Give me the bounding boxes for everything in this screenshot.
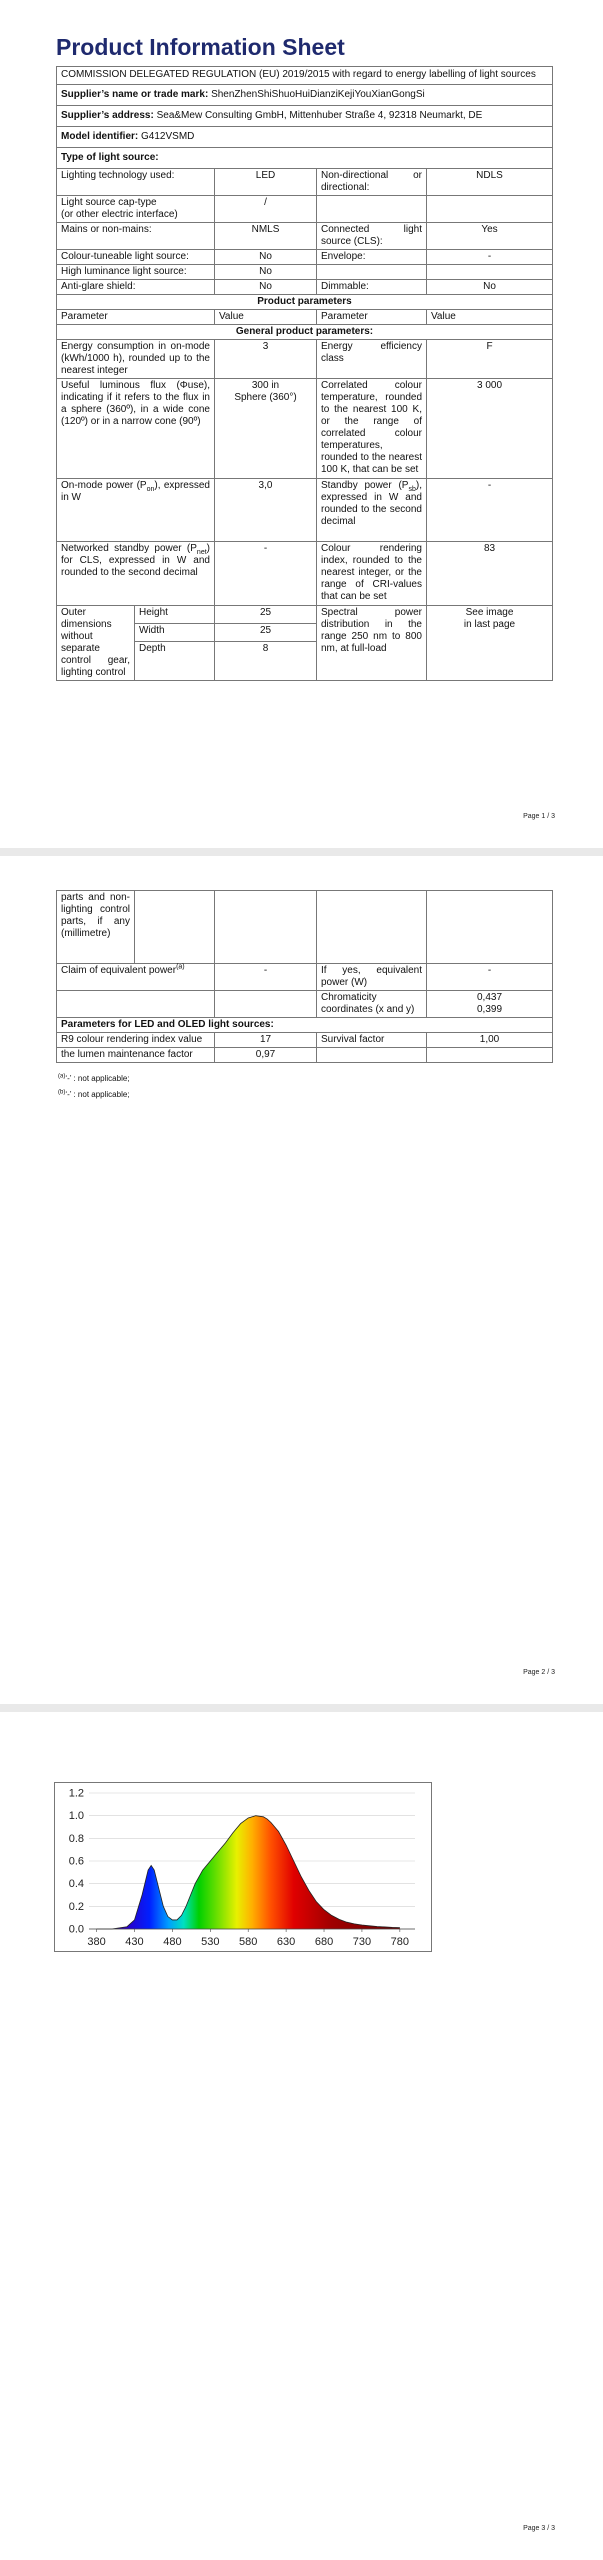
product-parameters-heading: Product parameters <box>57 295 553 310</box>
empty-cell <box>427 1048 553 1063</box>
height-value: 25 <box>215 606 317 624</box>
empty-cell <box>317 1048 427 1063</box>
col-header-parameter: Parameter <box>57 310 215 325</box>
empty-cell <box>57 991 215 1018</box>
model-label: Model identifier: <box>61 131 139 142</box>
info-table-part-2 <box>56 890 553 1063</box>
cct-value: 3 000 <box>427 379 553 479</box>
directional-value: NDLS <box>427 169 553 196</box>
supplier-name-row <box>57 85 553 106</box>
luminous-flux-value-line-1: 300 in <box>251 380 280 391</box>
supplier-name-label: Supplier’s name or trade mark: <box>61 89 209 100</box>
mains-label: Mains or non-mains: <box>57 223 215 250</box>
x-tick-label: 780 <box>390 1936 410 1948</box>
standby-power-sub: sb <box>408 486 416 493</box>
page-2-footer: Page 2 / 3 <box>523 1669 555 1676</box>
supplier-address-label: Supplier’s address: <box>61 110 154 121</box>
r9-value: 17 <box>215 1033 317 1048</box>
cri-label: Colour rendering index, rounded to the nearest integer, or the range of CRI-values that can be set <box>317 542 427 606</box>
footnote-b-text: ‘-’ : not applicable; <box>65 1090 130 1099</box>
spd-value-line-2: in last page <box>463 619 516 630</box>
high-luminance-label: High luminance light source: <box>57 265 215 280</box>
anti-glare-label: Anti-glare shield: <box>57 280 215 295</box>
y-tick-label: 0.8 <box>68 1832 84 1845</box>
if-yes-equivalent-label: If yes, equivalent power (W) <box>317 964 427 991</box>
mains-value: NMLS <box>215 223 317 250</box>
depth-label: Depth <box>135 642 215 681</box>
on-mode-power-label-b: ), expressed in W <box>61 480 210 503</box>
empty-cell <box>215 891 317 964</box>
equivalent-power-label <box>57 964 215 991</box>
page-2 <box>0 856 603 1704</box>
general-parameters-heading: General product parameters: <box>57 325 553 340</box>
footnote-a <box>58 1074 130 1083</box>
if-yes-equivalent-value: - <box>427 964 553 991</box>
on-mode-power-label <box>57 479 215 542</box>
footnote-a-sup: (a) <box>58 1073 66 1080</box>
standby-power-value: - <box>427 479 553 542</box>
energy-class-label: Energy efficiency class <box>317 340 427 379</box>
info-table-part-1 <box>56 66 553 681</box>
cri-value: 83 <box>427 542 553 606</box>
model-identifier: G412VSMD <box>141 131 195 142</box>
on-mode-power-sub: on <box>146 486 155 493</box>
empty-cell <box>317 196 427 223</box>
luminous-flux-label: Useful luminous flux (Φuse), indicating if it refers to the flux in a sphere (360º), in a wide cone (120º) or in a narrow cone (90º) <box>57 379 215 479</box>
networked-standby-label <box>57 542 215 606</box>
cap-type-label-line-2: (or other electric interface) <box>61 209 178 220</box>
cap-type-label-line-1: Light source cap-type <box>61 197 157 208</box>
x-tick-label: 730 <box>352 1936 372 1948</box>
col-header-parameter-2: Parameter <box>317 310 427 325</box>
y-tick-label: 0.6 <box>68 1855 84 1868</box>
networked-standby-value: - <box>215 542 317 606</box>
chromaticity-y: 0,399 <box>476 1004 503 1015</box>
page-3 <box>0 1712 603 2560</box>
y-tick-label: 0.0 <box>68 1923 84 1936</box>
spectral-power-chart <box>54 1782 432 1952</box>
outer-dimensions-label: Outer dimensions without separate control gear, lighting control <box>57 606 135 681</box>
x-tick-label: 680 <box>314 1936 334 1948</box>
luminous-flux-value <box>215 379 317 479</box>
width-label: Width <box>135 624 215 642</box>
outer-dimensions-label-continued: parts and non-lighting control parts, if any (millimetre) <box>57 891 135 964</box>
survival-factor-value: 1,00 <box>427 1033 553 1048</box>
spectral-power-svg <box>55 1783 431 1951</box>
model-row <box>57 127 553 148</box>
x-tick-label: 430 <box>125 1936 144 1948</box>
x-tick-label: 480 <box>163 1936 182 1948</box>
height-label: Height <box>135 606 215 624</box>
dimmable-label: Dimmable: <box>317 280 427 295</box>
networked-standby-sub: net <box>196 549 207 556</box>
x-tick-label: 530 <box>201 1936 220 1948</box>
y-tick-label: 0.2 <box>68 1900 84 1913</box>
depth-value: 8 <box>215 642 317 681</box>
footnote-a-text: ‘-’ : not applicable; <box>65 1074 130 1083</box>
y-tick-label: 1.2 <box>68 1787 84 1800</box>
light-source-type-heading: Type of light source: <box>57 148 553 169</box>
anti-glare-value: No <box>215 280 317 295</box>
page-1 <box>0 0 603 848</box>
tuneable-value: No <box>215 250 317 265</box>
cct-label: Correlated colour temperature, rounded to the nearest 100 K, or the range of correlated colour temperatures, rounded to the nearest 100 K, that can be set <box>317 379 427 479</box>
col-header-value: Value <box>215 310 317 325</box>
spd-value-line-1: See image <box>465 607 514 618</box>
page-1-footer: Page 1 / 3 <box>523 813 555 820</box>
page-3-footer: Page 3 / 3 <box>523 2525 555 2532</box>
on-mode-power-value: 3,0 <box>215 479 317 542</box>
empty-cell <box>317 891 427 964</box>
lighting-tech-label: Lighting technology used: <box>57 169 215 196</box>
envelope-label: Envelope: <box>317 250 427 265</box>
supplier-name: ShenZhenShiShuoHuiDianziKejiYouXianGongSi <box>211 89 425 100</box>
chromaticity-label: Chromaticity coordinates (x and y) <box>317 991 427 1018</box>
survival-factor-label: Survival factor <box>317 1033 427 1048</box>
x-tick-label: 580 <box>239 1936 258 1948</box>
led-parameters-heading: Parameters for LED and OLED light sources: <box>57 1018 553 1033</box>
chromaticity-value <box>427 991 553 1018</box>
empty-cell <box>135 891 215 964</box>
spd-value <box>427 606 553 681</box>
energy-class-value: F <box>427 340 553 379</box>
standby-power-label-b: ), expressed in W and rounded to the second decimal <box>321 480 422 527</box>
cls-value: Yes <box>427 223 553 250</box>
envelope-value: - <box>427 250 553 265</box>
cls-label: Connected light source (CLS): <box>317 223 427 250</box>
luminous-flux-value-line-2: Sphere (360°) <box>234 392 297 403</box>
supplier-address-row <box>57 106 553 127</box>
footnote-b-sup: (b) <box>58 1089 66 1096</box>
page-title: Product Information Sheet <box>56 34 345 60</box>
cap-type-value: / <box>215 196 317 223</box>
equivalent-power-value: - <box>215 964 317 991</box>
cap-type-label <box>57 196 215 223</box>
standby-power-label-a: Standby power (P <box>321 480 409 491</box>
r9-label: R9 colour rendering index value <box>57 1033 215 1048</box>
empty-cell <box>427 891 553 964</box>
regulation-text: COMMISSION DELEGATED REGULATION (EU) 2019/2015 with regard to energy labelling of light sources <box>57 67 553 85</box>
width-value: 25 <box>215 624 317 642</box>
x-tick-label: 380 <box>87 1936 106 1948</box>
equivalent-power-label-text: Claim of equivalent power <box>61 965 177 976</box>
energy-consumption-value: 3 <box>215 340 317 379</box>
spd-label: Spectral power distribution in the range 250 nm to 800 nm, at full-load <box>317 606 427 681</box>
energy-consumption-label: Energy consumption in on-mode (kWh/1000 h), rounded up to the nearest integer <box>57 340 215 379</box>
standby-power-label <box>317 479 427 542</box>
x-tick-label: 630 <box>276 1936 296 1948</box>
directional-label: Non-directional or directional: <box>317 169 427 196</box>
lighting-tech-value: LED <box>215 169 317 196</box>
empty-cell <box>215 991 317 1018</box>
tuneable-label: Colour-tuneable light source: <box>57 250 215 265</box>
col-header-value-2: Value <box>427 310 553 325</box>
equivalent-power-sup: (a) <box>176 963 185 971</box>
y-tick-label: 1.0 <box>68 1810 84 1823</box>
supplier-address: Sea&Mew Consulting GmbH, Mittenhuber Straße 4, 92318 Neumarkt, DE <box>156 110 483 121</box>
y-tick-label: 0.4 <box>68 1878 84 1891</box>
chromaticity-x: 0,437 <box>476 992 503 1003</box>
high-luminance-value: No <box>215 265 317 280</box>
empty-cell <box>427 196 553 223</box>
networked-standby-label-b: ) for CLS, expressed in W and rounded to the second decimal <box>61 543 210 578</box>
dimmable-value: No <box>427 280 553 295</box>
empty-cell <box>317 265 427 280</box>
empty-cell <box>427 265 553 280</box>
lumen-maintenance-value: 0,97 <box>215 1048 317 1063</box>
on-mode-power-label-a: On-mode power (P <box>61 480 147 491</box>
lumen-maintenance-label: the lumen maintenance factor <box>57 1048 215 1063</box>
footnote-b <box>58 1090 130 1099</box>
networked-standby-label-a: Networked standby power (P <box>61 543 197 554</box>
